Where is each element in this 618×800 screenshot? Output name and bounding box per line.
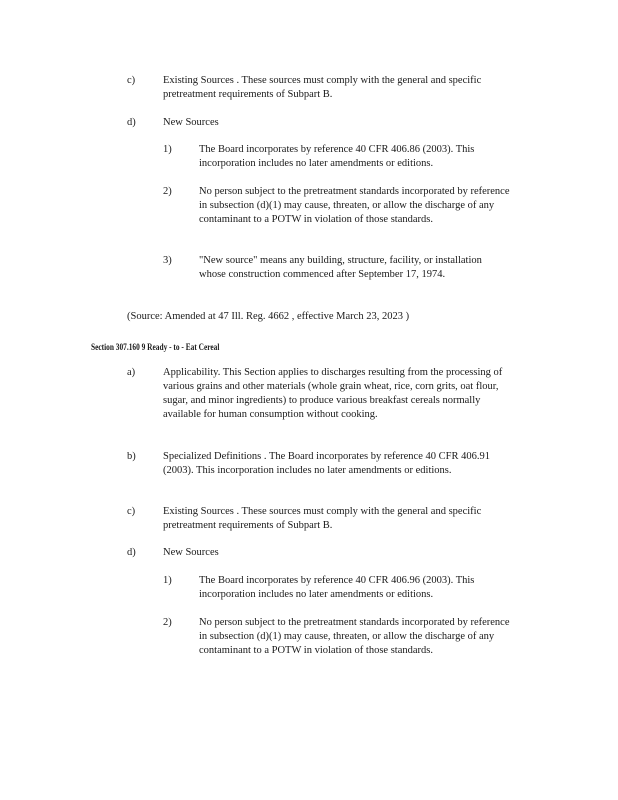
item-1-label: 1) — [163, 144, 172, 155]
subsection-c-text: Existing Sources . These sources must comply with the general and specific pretreatment requirements of Subpart B. — [163, 75, 484, 100]
item-1b-text: The Board incorporates by reference 40 CFR 406.96 (2003). This incorporation includes no later amendments or editions. — [199, 575, 477, 600]
subsection-c-label: c) — [127, 75, 136, 86]
item-2b-text: No person subject to the pretreatment standards incorporated by reference in subsection (d)(1) may cause, threaten, or allow the discharge of any contaminant to a POTW in violation of those standards. — [199, 617, 513, 656]
item-1-text: The Board incorporates by reference 40 CFR 406.86 (2003). This incorporation includes no later amendments or editions. — [199, 144, 477, 169]
subsection-a-label: a) — [127, 367, 136, 378]
subsection-d2-label: d) — [127, 547, 136, 558]
source-note: (Source: Amended at 47 Ill. Reg. 4662 , effective March 23, 2023 ) — [127, 311, 410, 322]
subsection-d2-text: New Sources — [163, 547, 219, 558]
subsection-a-text: Applicability. This Section applies to discharges resulting from the processing of various grains and other materials (whole grain wheat, rice, corn grits, oat flour, sugar, and minor ingredients) to produce various breakfast cereals normally available for human consumption without cooking. — [163, 367, 505, 420]
section-heading: Section 307.160 9 Ready - to - Eat Cereal — [91, 342, 220, 352]
subsection-d-label: d) — [127, 117, 136, 128]
item-2b-label: 2) — [163, 617, 172, 628]
subsection-b-label: b) — [127, 451, 136, 462]
item-2-label: 2) — [163, 186, 172, 197]
item-2-text: No person subject to the pretreatment standards incorporated by reference in subsection (d)(1) may cause, threaten, or allow the discharge of any contaminant to a POTW in violation of those standards. — [199, 186, 513, 225]
subsection-b-text: Specialized Definitions . The Board incorporates by reference 40 CFR 406.91 (2003). This incorporation includes no later amendments or editions. — [163, 451, 493, 476]
subsection-c2-label: c) — [127, 506, 136, 517]
subsection-c2-text: Existing Sources . These sources must comply with the general and specific pretreatment requirements of Subpart B. — [163, 506, 484, 531]
item-1b-label: 1) — [163, 575, 172, 586]
item-3-text: "New source" means any building, structure, facility, or installation whose construction commenced after September 17, 1974. — [199, 255, 485, 280]
subsection-d-text: New Sources — [163, 117, 219, 128]
item-3-label: 3) — [163, 255, 172, 266]
